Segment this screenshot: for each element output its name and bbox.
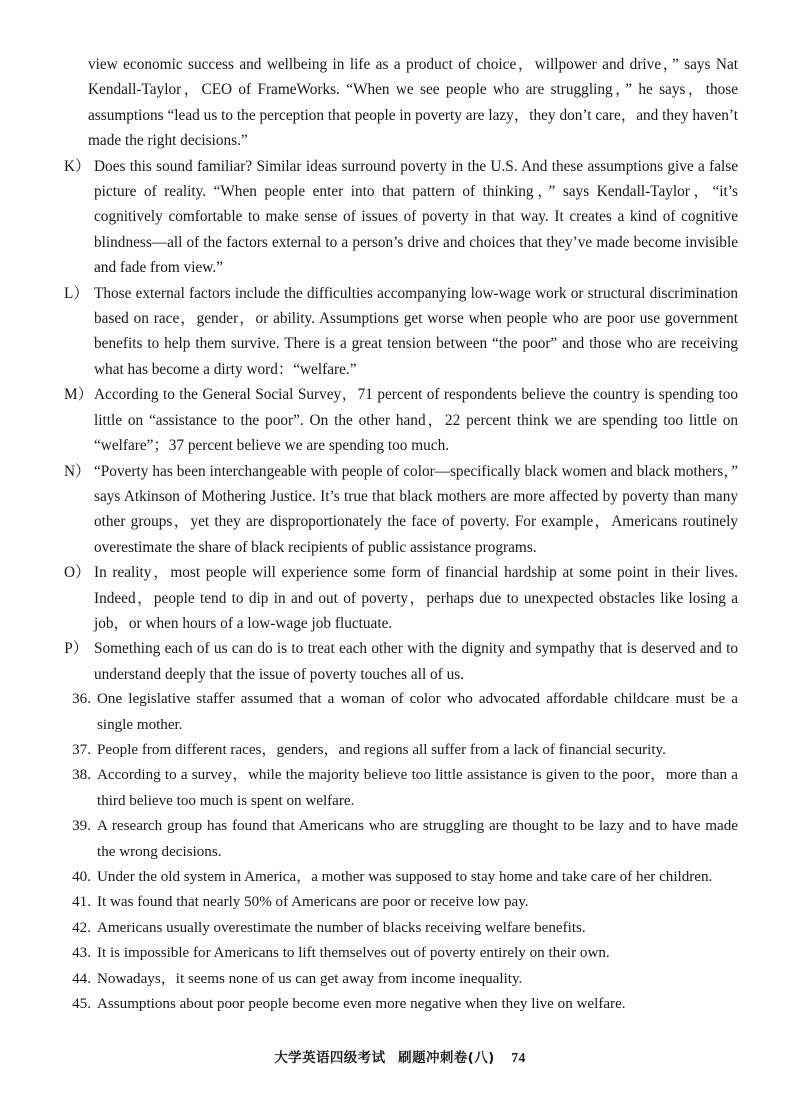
question-item-38	[64, 763, 738, 814]
paragraph-label-p: P）	[64, 640, 88, 658]
paragraph-p	[64, 636, 738, 687]
question-text-36: One legislative staffer assumed that a woman of color who advocated affordable childcare must be a single mother.	[97, 691, 738, 733]
question-item-36	[64, 687, 738, 738]
footer-page-number: 74	[511, 1050, 526, 1065]
page-content	[64, 52, 738, 1017]
paragraph-label-l: L）	[64, 284, 89, 302]
question-item-39	[64, 814, 738, 865]
question-text-37: People from different races，genders，and regions all suffer from a lack of financial security.	[97, 741, 666, 758]
question-number-43: 43.	[72, 945, 91, 962]
question-number-42: 42.	[72, 919, 91, 936]
paragraph-text-p: Something each of us can do is to treat each other with the dignity and sympathy that is deserved and to understand deeply that the issue of poverty touches all of us.	[94, 640, 738, 683]
paragraph-text-n: “Poverty has been interchangeable with people of color—specifically black women and black mothers，” says Atkinson of Mothering Justice. It’s true that black mothers are more affected by poverty than many other groups，yet they are disproportionately the face of poverty. For example，Americans routinely overestimate the share of black recipients of public assistance programs.	[94, 462, 738, 556]
question-item-43	[64, 941, 738, 966]
question-item-37	[64, 738, 738, 763]
question-number-44: 44.	[72, 970, 91, 987]
paragraph-label-m: M）	[64, 386, 93, 404]
footer-volume-title: 刷题冲刺卷(八)	[398, 1050, 495, 1066]
question-number-41: 41.	[72, 894, 91, 911]
question-text-41: It was found that nearly 50% of Americans are poor or receive low pay.	[97, 894, 529, 911]
paragraph-continuation	[64, 52, 738, 154]
question-number-40: 40.	[72, 869, 91, 885]
paragraph-label-o: O）	[64, 564, 91, 582]
question-text-43: It is impossible for Americans to lift themselves out of poverty entirely on their own.	[97, 945, 610, 962]
paragraph-text-k: Does this sound familiar? Similar ideas surround poverty in the U.S. And these assumptions give a false picture of reality. “When people enter into that pattern of thinking，” says Kendall-Taylor，“it’s cognitively comfortable to make sense of issues of poverty in that way. It creates a kind of cognitive blindness—all of the factors external to a person’s drive and choices that they’ve made become invisible and fade from view.”	[94, 157, 738, 277]
question-text-38: According to a survey，while the majority believe too little assistance is given to the poor，more than a third believe too much is spent on welfare.	[97, 767, 738, 809]
question-number-39: 39.	[72, 818, 91, 835]
question-item-42	[64, 916, 738, 941]
paragraph-label-n: N）	[64, 462, 91, 480]
question-text-45: Assumptions about poor people become even more negative when they live on welfare.	[97, 996, 626, 1013]
page-footer	[0, 1046, 800, 1066]
question-text-44: Nowadays，it seems none of us can get away from income inequality.	[97, 970, 523, 987]
paragraph-l	[64, 281, 738, 383]
question-number-45: 45.	[72, 996, 91, 1013]
question-item-44	[64, 967, 738, 992]
paragraph-m	[64, 382, 738, 458]
question-text-39: A research group has found that Americans who are struggling are thought to be lazy and to have made the wrong decisions.	[97, 818, 738, 860]
question-text-40: Under the old system in America，a mother was supposed to stay home and take care of her children.	[97, 869, 713, 885]
question-item-45	[64, 992, 738, 1017]
paragraph-n	[64, 459, 738, 561]
paragraph-text: view economic success and wellbeing in life as a product of choice，willpower and drive，” says Nat Kendall-Taylor，CEO of FrameWorks. “When we see people who are struggling，” he says，those assumptions “lead us to the perception that people in poverty are lazy，they don’t care，and they haven’t made the right decisions.”	[88, 56, 738, 150]
question-number-37: 37.	[72, 741, 91, 758]
question-item-41	[64, 890, 738, 915]
question-text-42: Americans usually overestimate the number of blacks receiving welfare benefits.	[97, 919, 586, 936]
paragraph-o	[64, 560, 738, 636]
question-number-36: 36.	[72, 691, 91, 708]
paragraph-text-o: In reality，most people will experience some form of financial hardship at some point in their lives. Indeed，people tend to dip in and out of poverty，perhaps due to unexpected obstacles like losing a job，or when hours of a low-wage job fluctuate.	[94, 564, 738, 632]
footer-exam-title: 大学英语四级考试	[274, 1050, 386, 1066]
question-number-38: 38.	[72, 767, 91, 784]
paragraph-label-k: K）	[64, 157, 91, 175]
question-item-40	[64, 865, 738, 890]
paragraph-text-m: According to the General Social Survey，71 percent of respondents believe the country is spending too little on “assistance to the poor”. On the other hand，22 percent think we are spending too little on “welfare”；37 percent believe we are spending too much.	[94, 386, 738, 455]
paragraph-k	[64, 154, 738, 281]
paragraph-text-l: Those external factors include the difficulties accompanying low-wage work or structural discrimination based on race，gender，or ability. Assumptions get worse when people who are poor use government benefits to help them survive. There is a great tension between “the poor” and those who are receiving what has become a dirty word：“welfare.”	[94, 284, 738, 378]
